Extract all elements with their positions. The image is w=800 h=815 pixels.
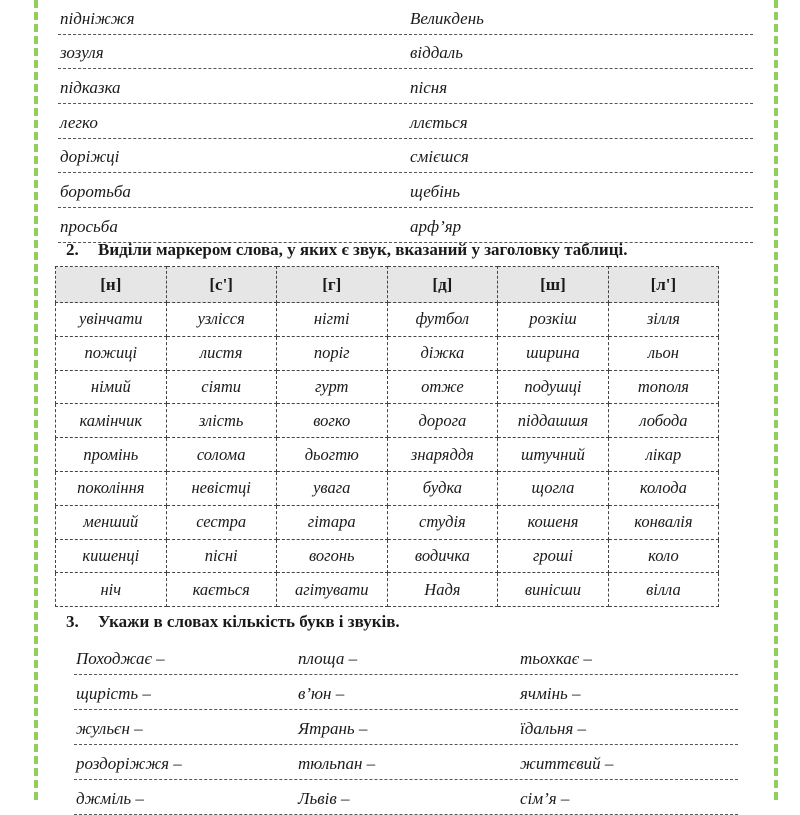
table-row [56, 303, 719, 337]
word-answer-field[interactable]: життєвий – [520, 754, 614, 773]
word-pair-row [58, 0, 753, 35]
word: смієшся [410, 147, 469, 167]
word-cell[interactable]: камінчик [56, 404, 167, 438]
word: ллється [410, 112, 468, 132]
word-cell[interactable]: ніч [56, 573, 167, 607]
word-cell[interactable]: льон [608, 336, 718, 370]
letter-count-row [74, 640, 738, 675]
word-cell[interactable]: знаряддя [387, 438, 497, 472]
word-answer-field[interactable]: Походжає – [76, 649, 165, 668]
word-cell[interactable]: подушці [498, 370, 609, 404]
word-pair-row [58, 35, 753, 70]
word-pair-row [58, 173, 753, 208]
word-cell[interactable]: промінь [56, 438, 167, 472]
table-row [56, 573, 719, 607]
section3-word-list [74, 640, 738, 815]
word-cell[interactable]: пожиці [56, 336, 167, 370]
table-row [56, 539, 719, 573]
sound-column-header: [г] [276, 267, 387, 303]
word-cell[interactable]: пісні [166, 539, 276, 573]
sound-column-header: [н] [56, 267, 167, 303]
word: легко [60, 112, 98, 132]
word-cell[interactable]: листя [166, 336, 276, 370]
word-cell[interactable]: невістці [166, 471, 276, 505]
word-answer-field[interactable]: тьохкає – [520, 649, 592, 668]
word-answer-field[interactable]: жульєн – [76, 719, 143, 738]
section3-title: Укажи в словах кількість букв і звуків. [98, 612, 400, 631]
word-cell[interactable]: винісши [498, 573, 609, 607]
word-cell[interactable]: увінчати [56, 303, 167, 337]
word-answer-field[interactable]: їдальня – [520, 719, 587, 738]
word-cell[interactable]: вілла [608, 573, 718, 607]
word-cell[interactable]: діжка [387, 336, 497, 370]
sound-column-header: [ш] [498, 267, 609, 303]
word: підказка [60, 78, 121, 98]
word-pair-row [58, 208, 753, 243]
word: Великдень [410, 8, 484, 28]
word-cell[interactable]: лікар [608, 438, 718, 472]
word-answer-field[interactable]: площа – [298, 649, 358, 668]
word-cell[interactable]: дорога [387, 404, 497, 438]
letter-count-row [74, 780, 738, 815]
section3-heading [66, 612, 400, 632]
word-cell[interactable]: нігті [276, 303, 387, 337]
word-pair-row [58, 139, 753, 174]
word-answer-field[interactable]: Ятрань – [298, 719, 368, 738]
word-answer-field[interactable]: Львів – [298, 789, 350, 808]
letter-count-row [74, 710, 738, 745]
page-border-left [34, 0, 38, 800]
table-row [56, 471, 719, 505]
word-cell[interactable]: вогонь [276, 539, 387, 573]
word-cell[interactable]: тополя [608, 370, 718, 404]
word-cell[interactable]: водичка [387, 539, 497, 573]
page-border-right [774, 0, 778, 800]
word-cell[interactable]: агітувати [276, 573, 387, 607]
word-cell[interactable]: поріг [276, 336, 387, 370]
word-cell[interactable]: піддашшя [498, 404, 609, 438]
word-cell[interactable]: злість [166, 404, 276, 438]
word-cell[interactable]: футбол [387, 303, 497, 337]
word-cell[interactable]: менший [56, 505, 167, 539]
word-cell[interactable]: ширина [498, 336, 609, 370]
word-cell[interactable]: зілля [608, 303, 718, 337]
word-pair-row [58, 104, 753, 139]
word-cell[interactable]: увага [276, 471, 387, 505]
sound-column-header: [л'] [608, 267, 718, 303]
section1-word-list [58, 0, 753, 243]
word-cell[interactable]: покоління [56, 471, 167, 505]
word-cell[interactable]: щогла [498, 471, 609, 505]
word-cell[interactable]: солома [166, 438, 276, 472]
table-row [56, 336, 719, 370]
word: підніжжя [60, 8, 135, 28]
word-cell[interactable]: штучний [498, 438, 609, 472]
word-cell[interactable]: німий [56, 370, 167, 404]
word-cell[interactable]: сестра [166, 505, 276, 539]
word: віддаль [410, 43, 463, 63]
word-cell[interactable]: узлісся [166, 303, 276, 337]
word-answer-field[interactable]: щирість – [76, 684, 151, 703]
word: просьба [60, 216, 118, 236]
word: доріжці [60, 147, 120, 167]
section3-number: 3. [66, 612, 79, 631]
sounds-table-body [56, 303, 719, 607]
word-cell[interactable]: сіяти [166, 370, 276, 404]
word: боротьба [60, 182, 131, 202]
word-answer-field[interactable]: ячмінь – [520, 684, 581, 703]
word-cell[interactable]: гітара [276, 505, 387, 539]
word: щебінь [410, 182, 461, 202]
section2-number: 2. [66, 240, 79, 259]
table-row [56, 438, 719, 472]
sound-column-header: [д] [387, 267, 497, 303]
word-cell[interactable]: кається [166, 573, 276, 607]
word-cell[interactable]: студія [387, 505, 497, 539]
sound-column-header: [с'] [166, 267, 276, 303]
word-cell[interactable]: дьогтю [276, 438, 387, 472]
word-cell[interactable]: конвалія [608, 505, 718, 539]
word-answer-field[interactable]: роздоріжжя – [76, 754, 182, 773]
section2-heading [66, 240, 627, 260]
letter-count-row [74, 675, 738, 710]
word-cell[interactable]: гурт [276, 370, 387, 404]
word-answer-field[interactable]: в’юн – [298, 684, 345, 703]
sounds-table-header-row [56, 267, 719, 303]
word-cell[interactable]: коло [608, 539, 718, 573]
word: пісня [410, 78, 448, 98]
word-cell[interactable]: колода [608, 471, 718, 505]
section2-title: Виділи маркером слова, у яких є звук, вказаний у заголовку таблиці. [98, 240, 628, 259]
word-answer-field[interactable]: сім’я – [520, 789, 570, 808]
word-cell[interactable]: будка [387, 471, 497, 505]
word-cell[interactable]: вогко [276, 404, 387, 438]
word: зозуля [60, 43, 104, 63]
word-cell[interactable]: Надя [387, 573, 497, 607]
word-answer-field[interactable]: джміль – [76, 789, 144, 808]
word-cell[interactable]: гроші [498, 539, 609, 573]
table-row [56, 404, 719, 438]
table-row [56, 505, 719, 539]
sounds-table [55, 266, 719, 607]
word-cell[interactable]: кошеня [498, 505, 609, 539]
word-cell[interactable]: отже [387, 370, 497, 404]
table-row [56, 370, 719, 404]
word-pair-row [58, 69, 753, 104]
word-answer-field[interactable]: тюльпан – [298, 754, 376, 773]
letter-count-row [74, 745, 738, 780]
word-cell[interactable]: кишенці [56, 539, 167, 573]
word: арф’яр [410, 216, 462, 236]
word-cell[interactable]: розкіш [498, 303, 609, 337]
word-cell[interactable]: лобода [608, 404, 718, 438]
